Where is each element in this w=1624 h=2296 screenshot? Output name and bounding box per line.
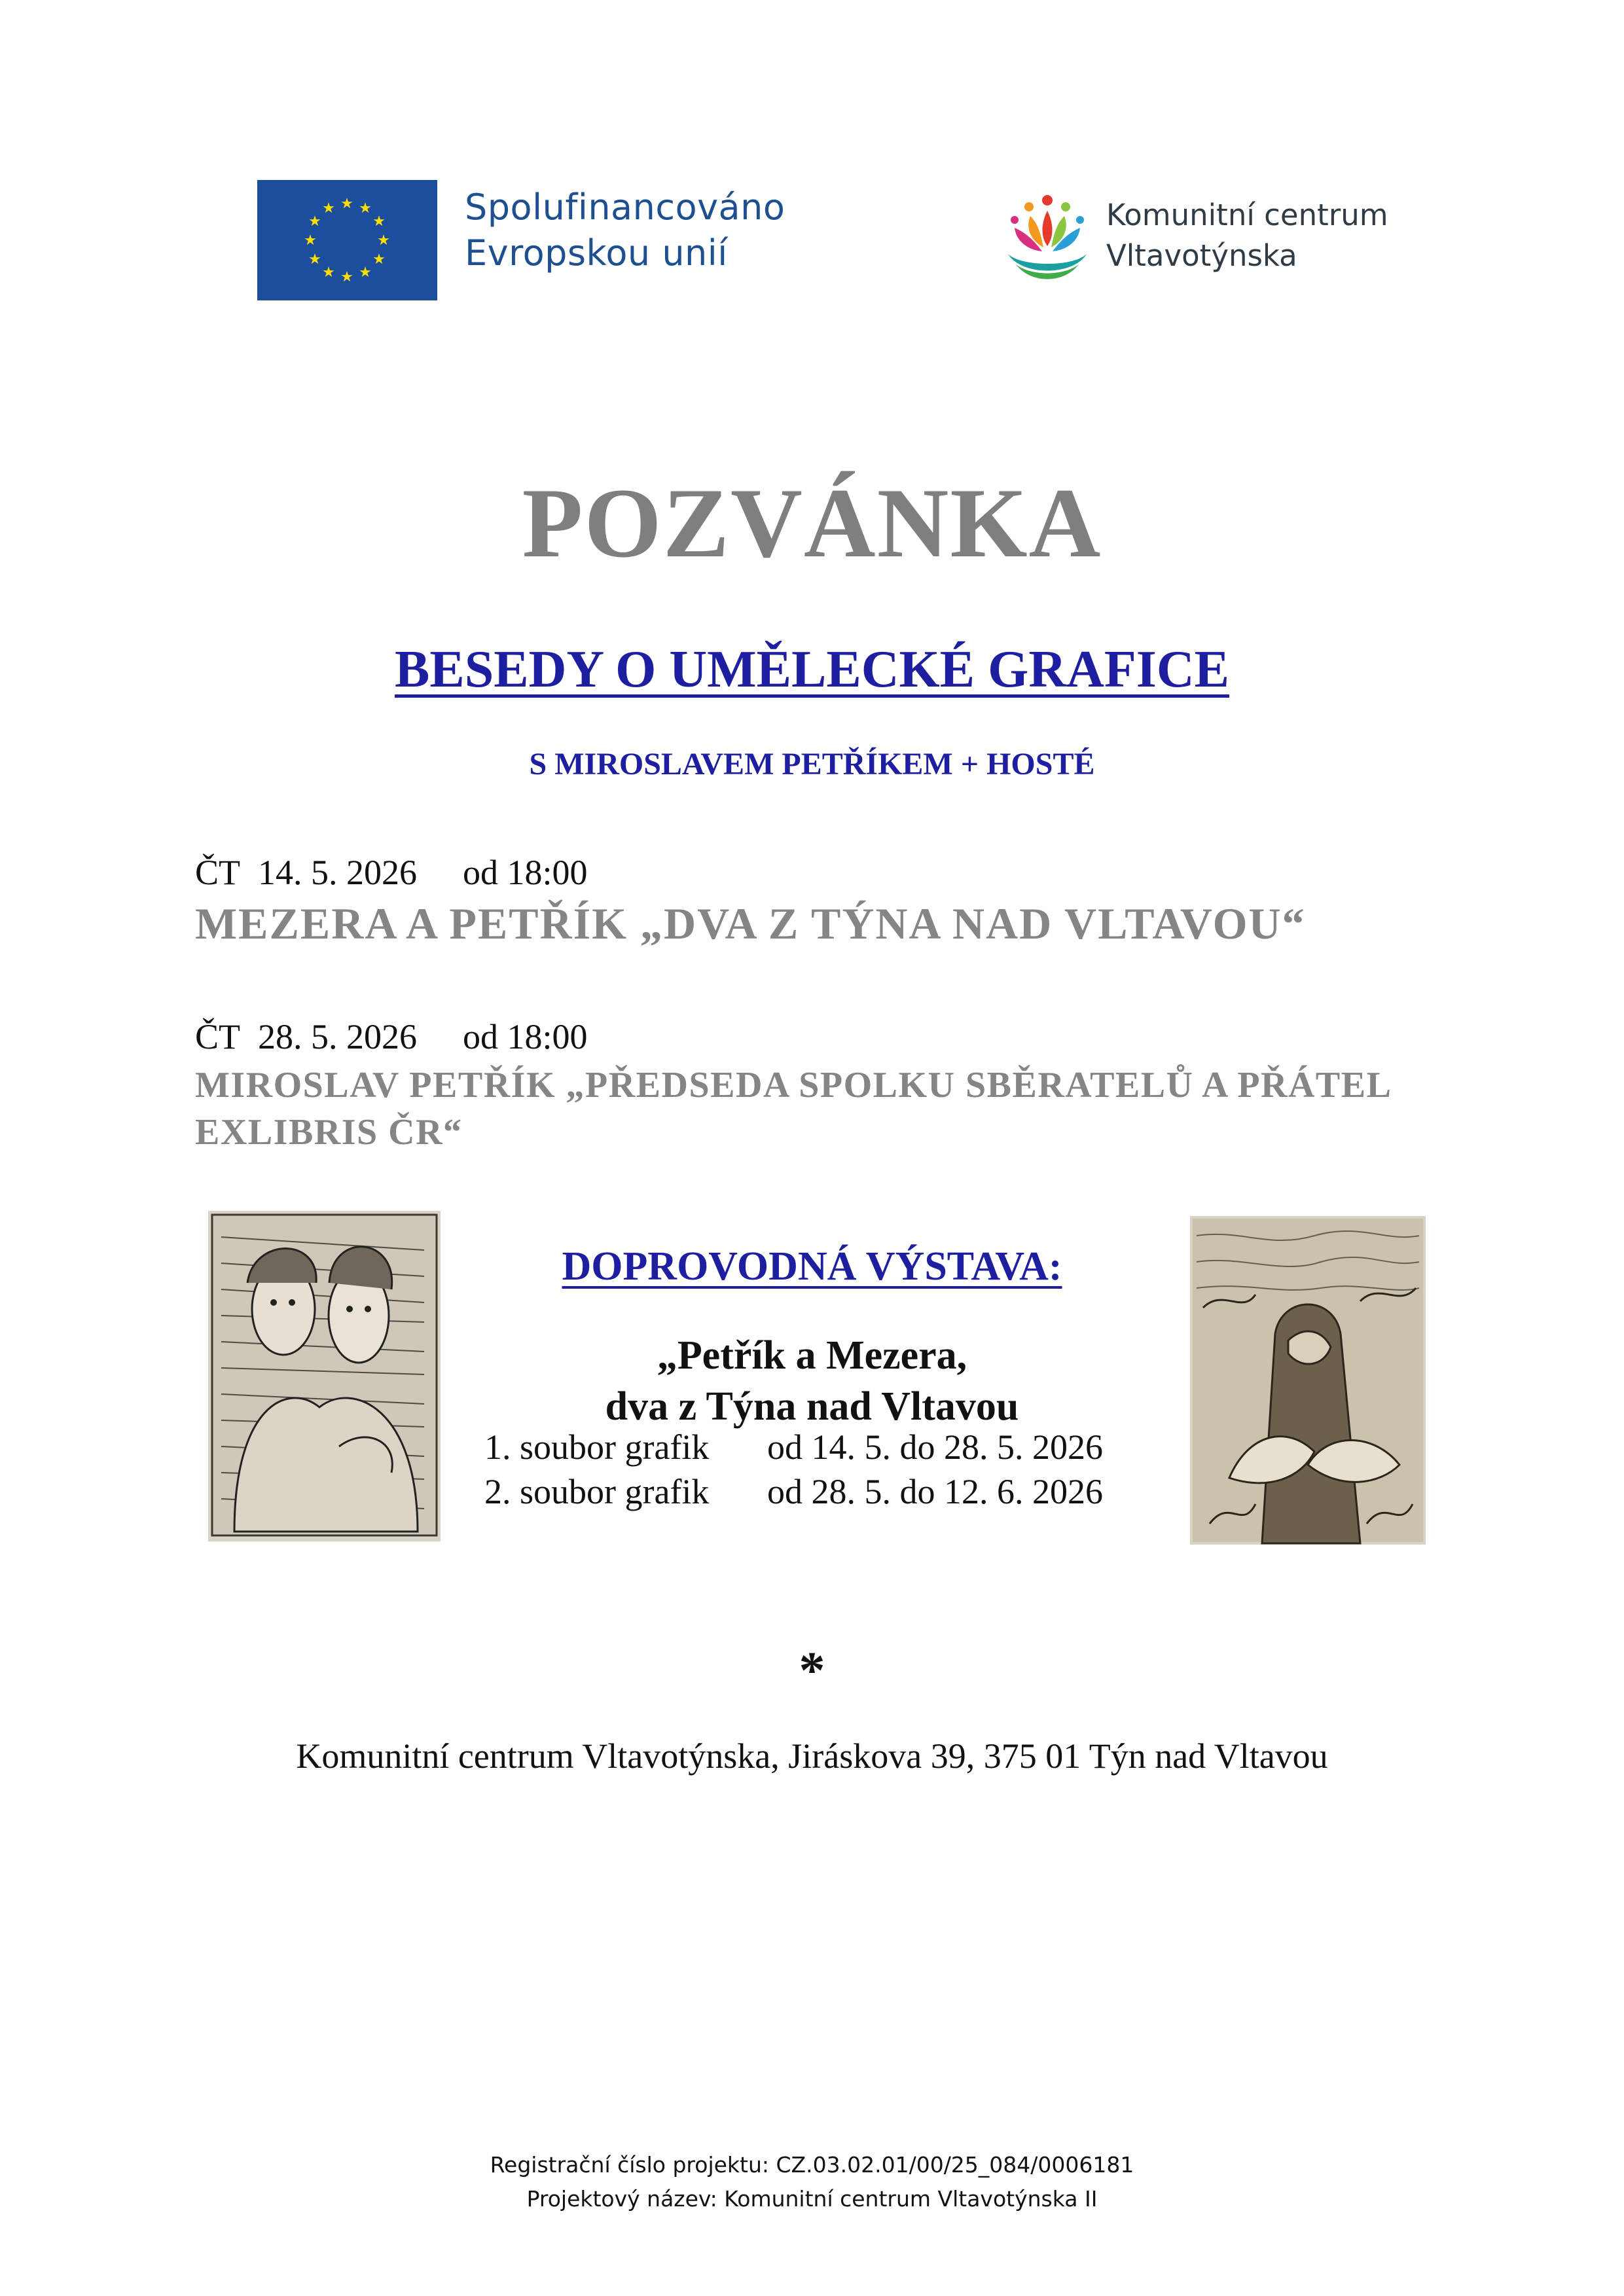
svg-text:★: ★ — [322, 264, 335, 281]
kc-line-1: Komunitní centrum — [1106, 198, 1388, 232]
lotus-people-icon — [1001, 191, 1093, 289]
svg-text:★: ★ — [377, 232, 390, 249]
page-title: POZVÁNKA — [522, 468, 1102, 578]
event-2-date: 28. 5. 2026 — [258, 1017, 418, 1056]
svg-text:★: ★ — [372, 251, 386, 268]
community-centre-logo — [1001, 191, 1093, 289]
svg-text:★: ★ — [372, 213, 386, 230]
event-1-date-line — [195, 852, 588, 893]
svg-text:★: ★ — [308, 213, 321, 230]
exhibition-heading-text: DOPROVODNÁ VÝSTAVA: — [562, 1244, 1062, 1289]
exhibition-title-line-2: dva z Týna nad Vltavou — [605, 1384, 1019, 1429]
svg-text:★: ★ — [359, 200, 372, 217]
event-2-day: ČT — [195, 1017, 241, 1056]
svg-text:★: ★ — [359, 264, 372, 281]
project-footer — [0, 2148, 1624, 2216]
event-2-date-line — [195, 1016, 588, 1057]
svg-text:★: ★ — [304, 232, 317, 249]
event-1-time: od 18:00 — [463, 853, 588, 892]
eu-flag-logo — [257, 180, 437, 300]
eu-line-1: Spolufinancováno — [465, 187, 785, 228]
venue-address: Komunitní centrum Vltavotýnska, Jiráskova 39, 375 01 Týn nad Vltavou — [296, 1736, 1328, 1776]
exhibition-heading — [0, 1244, 1624, 1290]
event-2-title: MIROSLAV PETŘÍK „PŘEDSEDA SPOLKU SBĚRATELŮ A PŘÁTEL EXLIBRIS ČR“ — [195, 1065, 1390, 1153]
eu-cofunding-text — [465, 185, 785, 276]
registration-number: Registrační číslo projektu: CZ.03.02.01/00/25_084/0006181 — [490, 2152, 1134, 2178]
exhibition-row-1-label: 1. soubor grafik — [484, 1427, 710, 1467]
series-heading-text: BESEDY O UMĚLECKÉ GRAFICE — [395, 641, 1229, 698]
project-name: Projektový název: Komunitní centrum Vltavotýnska II — [526, 2186, 1098, 2212]
event-2-time: od 18:00 — [463, 1017, 588, 1056]
kc-line-2: Vltavotýnska — [1106, 238, 1297, 273]
host-byline: S MIROSLAVEM PETŘÍKEM + HOSTÉ — [529, 747, 1095, 781]
exhibition-row-2-label: 2. soubor grafik — [484, 1472, 710, 1511]
exhibition-title — [0, 1330, 1624, 1432]
community-centre-name — [1106, 195, 1388, 276]
svg-text:★: ★ — [340, 269, 353, 285]
section-separator: * — [799, 1642, 825, 1700]
exhibition-row-2-dates: od 28. 5. do 12. 6. 2026 — [767, 1472, 1103, 1511]
exhibition-row-1 — [484, 1427, 1103, 1467]
svg-text:★: ★ — [322, 200, 335, 217]
exhibition-row-2 — [484, 1471, 1103, 1512]
event-1-date: 14. 5. 2026 — [258, 853, 418, 892]
event-1-day: ČT — [195, 853, 241, 892]
svg-text:★: ★ — [340, 196, 353, 212]
eu-stars-icon — [257, 180, 437, 300]
svg-text:★: ★ — [308, 251, 321, 268]
eu-line-2: Evropskou unií — [465, 232, 728, 274]
event-1-title: MEZERA A PETŘÍK „DVA Z TÝNA NAD VLTAVOU“ — [195, 899, 1306, 948]
exhibition-row-1-dates: od 14. 5. do 28. 5. 2026 — [767, 1427, 1103, 1467]
series-heading — [0, 640, 1624, 700]
exhibition-title-line-1: „Petřík a Mezera, — [657, 1333, 967, 1378]
